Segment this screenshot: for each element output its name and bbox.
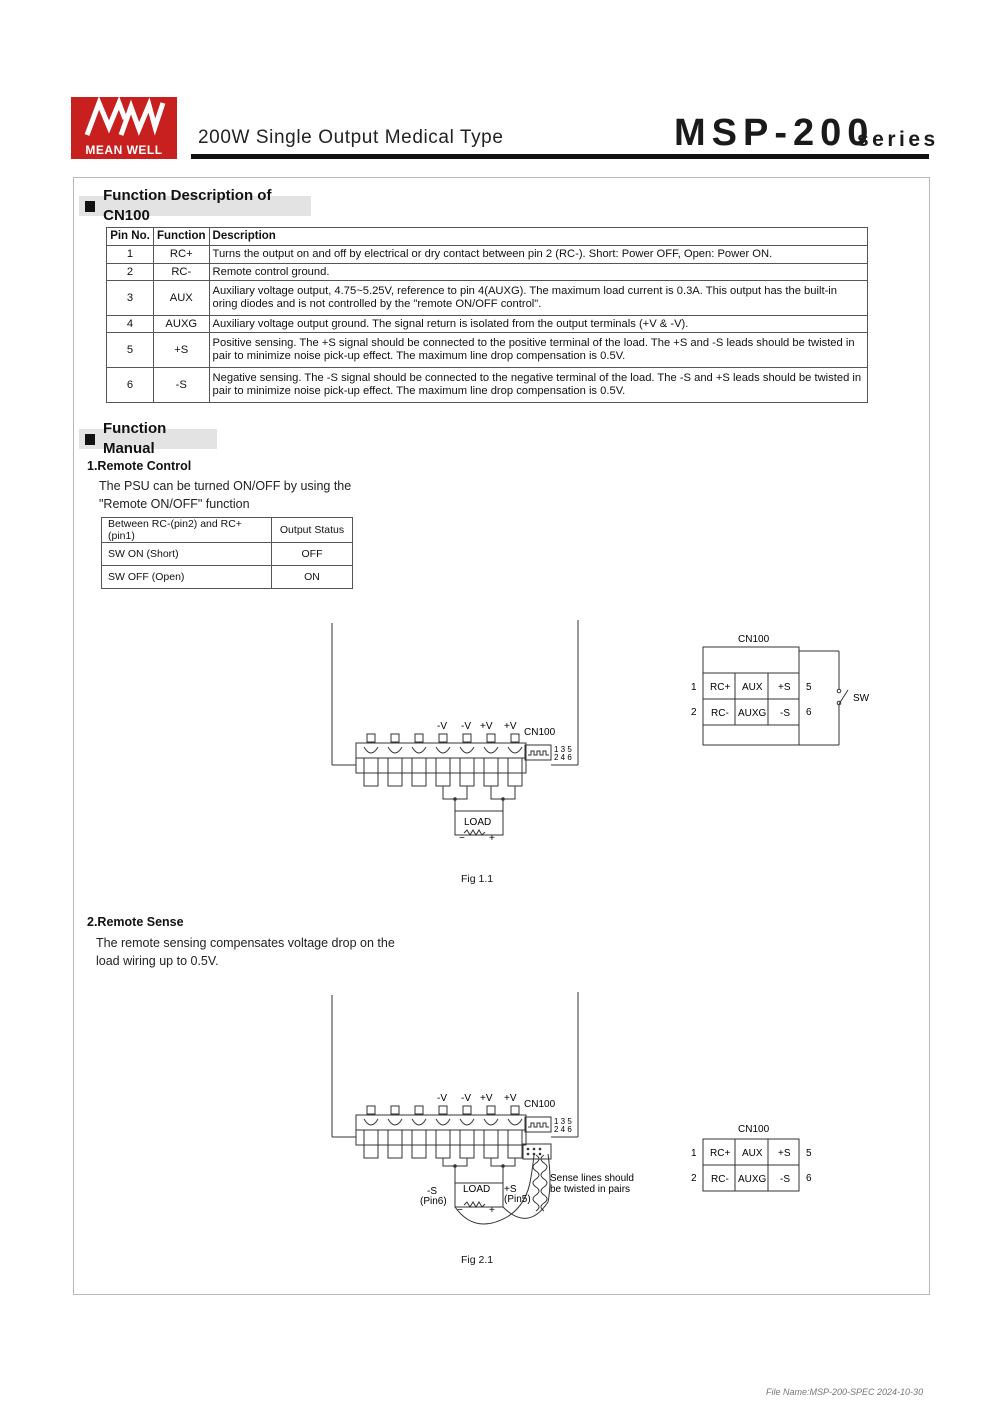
pin-cell: 2 bbox=[107, 264, 154, 281]
pin-label: AUXG bbox=[738, 708, 767, 719]
remote-control-table bbox=[101, 517, 353, 589]
table-row bbox=[107, 264, 868, 281]
pin-number: 6 bbox=[806, 1173, 812, 1184]
pin-label: +S bbox=[778, 1148, 791, 1159]
section-title: Function Manual bbox=[102, 420, 167, 457]
function-cell: AUXG bbox=[154, 316, 210, 333]
table-row bbox=[107, 316, 868, 333]
pin-row-label: 1 3 5 bbox=[554, 745, 572, 754]
cn100-function-table bbox=[106, 227, 868, 403]
condition-cell: SW OFF (Open) bbox=[102, 566, 272, 589]
header-rule bbox=[191, 154, 929, 159]
pin-number: 6 bbox=[806, 707, 812, 718]
footer-file-name: File Name:MSP-200-SPEC 2024-10-30 bbox=[766, 1387, 924, 1397]
minus-s-label: -S bbox=[427, 1186, 437, 1197]
terminal-label: -V bbox=[437, 721, 447, 732]
terminal-label: +V bbox=[480, 721, 493, 732]
pin-label: RC+ bbox=[710, 1148, 731, 1159]
column-header: Output Status bbox=[272, 518, 353, 543]
load-label: LOAD bbox=[464, 817, 492, 828]
cn100-label: CN100 bbox=[738, 634, 770, 645]
pin-label: AUX bbox=[742, 1148, 763, 1159]
table-row bbox=[107, 333, 868, 368]
plus-sign: + bbox=[489, 833, 495, 844]
pin-cell: 6 bbox=[107, 368, 154, 403]
figure-label: Fig 2.1 bbox=[461, 1254, 494, 1266]
pin-label: -S bbox=[780, 1174, 790, 1185]
pin-label: AUX bbox=[742, 682, 763, 693]
plus-s-label: +S bbox=[504, 1184, 517, 1195]
section-header-function-manual bbox=[79, 420, 217, 457]
section-title: Function Description of CN100 bbox=[103, 187, 272, 224]
mw-logo-mark-icon bbox=[81, 97, 167, 141]
function-cell: -S bbox=[154, 368, 210, 403]
pin-number: 5 bbox=[806, 682, 812, 693]
fig2-cn100-diagram bbox=[684, 1120, 824, 1200]
document-subtitle: 200W Single Output Medical Type bbox=[198, 127, 504, 148]
pin-label: +S bbox=[778, 682, 791, 693]
pin-row-label: 2 4 6 bbox=[554, 753, 572, 762]
condition-cell: SW ON (Short) bbox=[102, 543, 272, 566]
logo-text: MEAN WELL bbox=[85, 143, 163, 157]
pin-row-label: 2 4 6 bbox=[554, 1125, 572, 1134]
remote-control-description: The PSU can be turned ON/OFF by using the "Remote ON/OFF" function bbox=[99, 479, 352, 511]
pin-row-label: 1 3 5 bbox=[554, 1117, 572, 1126]
function-cell: RC+ bbox=[154, 246, 210, 264]
load-label: LOAD bbox=[463, 1184, 491, 1195]
series-label: series bbox=[857, 128, 939, 151]
description-cell: Negative sensing. The -S signal should be connected to the negative terminal of the load. The -S and +S leads should be twisted in pair to minimize noise pick-up effect. The maximum line drop compensation is 0.5V. bbox=[209, 368, 867, 403]
minus-sign: − bbox=[459, 833, 465, 844]
table-row bbox=[107, 246, 868, 264]
column-header: Pin No. bbox=[107, 228, 154, 246]
square-bullet-icon bbox=[85, 201, 95, 212]
remote-sense-description: The remote sensing compensates voltage drop on the load wiring up to 0.5V. bbox=[96, 936, 395, 968]
model-name: MSP-200 bbox=[674, 112, 875, 154]
switch-label: SW bbox=[853, 693, 870, 704]
square-bullet-icon bbox=[85, 434, 95, 445]
pin-number: 1 bbox=[691, 1148, 697, 1159]
terminal-label: +V bbox=[504, 721, 517, 732]
pin-cell: 4 bbox=[107, 316, 154, 333]
column-header: Function bbox=[154, 228, 210, 246]
fig1-psu-diagram bbox=[320, 615, 600, 855]
remote-sense-title: 2.Remote Sense bbox=[87, 915, 184, 929]
mean-well-logo bbox=[71, 97, 177, 159]
pin-cell: 3 bbox=[107, 281, 154, 316]
function-cell: +S bbox=[154, 333, 210, 368]
pin-label: -S bbox=[780, 708, 790, 719]
table-row bbox=[107, 368, 868, 403]
terminal-label: -V bbox=[461, 721, 471, 732]
pin-cell: 5 bbox=[107, 333, 154, 368]
function-cell: AUX bbox=[154, 281, 210, 316]
description-cell: Auxiliary voltage output, 4.75~5.25V, reference to pin 4(AUXG). The maximum load current is 0.3A. This output has the built-in oring diodes and is not controlled by the "remote ON/OFF control". bbox=[209, 281, 867, 316]
table-header-row bbox=[107, 228, 868, 246]
terminal-label: -V bbox=[437, 1093, 447, 1104]
table-header-row bbox=[102, 518, 353, 543]
cn100-label: CN100 bbox=[524, 727, 556, 738]
minus-s-pin: (Pin6) bbox=[420, 1196, 447, 1207]
column-header: Description bbox=[209, 228, 867, 246]
pin-cell: 1 bbox=[107, 246, 154, 264]
terminal-label: -V bbox=[461, 1093, 471, 1104]
terminal-label: +V bbox=[480, 1093, 493, 1104]
description-cell: Positive sensing. The +S signal should be connected to the positive terminal of the load. The +S and -S leads should be twisted in pair to minimize noise pick-up effect. The maximum line drop compensation is 0.5V. bbox=[209, 333, 867, 368]
status-cell: ON bbox=[272, 566, 353, 589]
fig2-psu-diagram bbox=[320, 987, 650, 1232]
sense-note: be twisted in pairs bbox=[550, 1184, 631, 1195]
plus-s-pin: (Pin5) bbox=[504, 1194, 531, 1205]
section-header-cn100 bbox=[79, 187, 311, 224]
pin-number: 2 bbox=[691, 707, 697, 718]
function-cell: RC- bbox=[154, 264, 210, 281]
status-cell: OFF bbox=[272, 543, 353, 566]
table-row bbox=[102, 566, 353, 589]
description-cell: Turns the output on and off by electrical or dry contact between pin 2 (RC-). Short: Power OFF, Open: Power ON. bbox=[209, 246, 867, 264]
description-cell: Auxiliary voltage output ground. The signal return is isolated from the output terminals (+V & -V). bbox=[209, 316, 867, 333]
pin-label: RC+ bbox=[710, 682, 731, 693]
sense-note: Sense lines should bbox=[550, 1173, 634, 1184]
description-cell: Remote control ground. bbox=[209, 264, 867, 281]
remote-control-title: 1.Remote Control bbox=[87, 459, 192, 473]
pin-number: 1 bbox=[691, 682, 697, 693]
pin-number: 2 bbox=[691, 1173, 697, 1184]
plus-sign: + bbox=[489, 1205, 495, 1216]
table-row bbox=[102, 543, 353, 566]
cn100-label: CN100 bbox=[524, 1099, 556, 1110]
pin-label: AUXG bbox=[738, 1174, 767, 1185]
pin-label: RC- bbox=[711, 708, 729, 719]
minus-sign: − bbox=[457, 1205, 463, 1216]
figure-label: Fig 1.1 bbox=[461, 873, 494, 885]
cn100-label: CN100 bbox=[738, 1124, 770, 1135]
pin-number: 5 bbox=[806, 1148, 812, 1159]
column-header: Between RC-(pin2) and RC+(pin1) bbox=[102, 518, 272, 543]
table-row bbox=[107, 281, 868, 316]
fig1-cn100-switch-diagram bbox=[684, 627, 884, 757]
pin-label: RC- bbox=[711, 1174, 729, 1185]
terminal-label: +V bbox=[504, 1093, 517, 1104]
